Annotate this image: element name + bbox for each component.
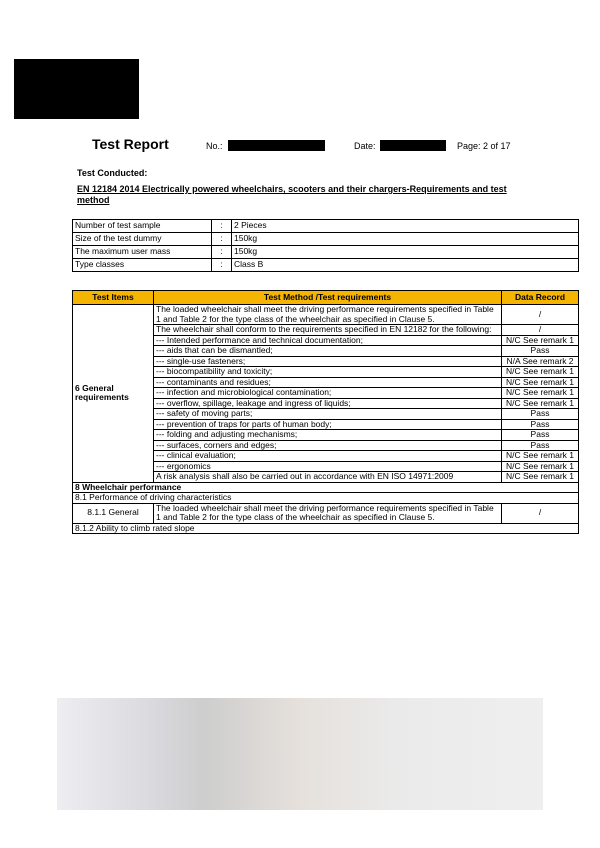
report-number-redacted: [228, 140, 325, 151]
report-title: Test Report: [92, 136, 169, 152]
subsection-8-1: 8.1 Performance of driving characteristics: [73, 493, 579, 504]
table-header-row: [73, 291, 579, 305]
test-results-table: [72, 290, 579, 534]
info-row: [73, 259, 579, 272]
section-row: [73, 482, 579, 493]
method-cell: The loaded wheelchair shall meet the driving performance requirements specified in Table 1 and Table 2 for the type class of the wheelchair as specified in Clause 5.: [154, 503, 502, 523]
report-number-label: No.:: [206, 141, 223, 151]
record-cell: N/C See remark 1: [502, 388, 579, 399]
date-redacted: [380, 140, 446, 151]
report-header: [0, 138, 600, 154]
method-cell: --- Intended performance and technical documentation;: [154, 335, 502, 346]
info-value: 2 Pieces: [232, 220, 579, 233]
method-cell: --- overflow, spillage, leakage and ingress of liquids;: [154, 398, 502, 409]
subsection-row: [73, 523, 579, 534]
info-value: 150kg: [232, 233, 579, 246]
info-row: [73, 246, 579, 259]
record-cell: Pass: [502, 440, 579, 451]
subsection-8-1-2: 8.1.2 Ability to climb rated slope: [73, 523, 579, 534]
sample-info-table: [72, 219, 579, 272]
method-cell: A risk analysis shall also be carried out in accordance with EN ISO 14971:2009: [154, 472, 502, 483]
info-value: Class B: [232, 259, 579, 272]
record-cell: N/C See remark 1: [502, 398, 579, 409]
info-key: Type classes: [73, 259, 212, 272]
info-key: Size of the test dummy: [73, 233, 212, 246]
method-cell: --- ergonomics: [154, 461, 502, 472]
method-cell: --- contaminants and residues;: [154, 377, 502, 388]
record-cell: N/C See remark 1: [502, 335, 579, 346]
info-sep: :: [212, 246, 232, 259]
record-cell: N/C See remark 1: [502, 367, 579, 378]
method-cell: --- clinical evaluation;: [154, 451, 502, 462]
method-cell: --- infection and microbiological contamination;: [154, 388, 502, 399]
info-key: Number of test sample: [73, 220, 212, 233]
record-cell: /: [502, 305, 579, 325]
col-header-test-method: Test Method /Test requirements: [154, 291, 502, 305]
standard-title: EN 12184 2014 Electrically powered wheelchairs, scooters and their chargers-Requirements and test method: [77, 184, 507, 205]
page-number: Page: 2 of 17: [457, 141, 511, 151]
col-header-data-record: Data Record: [502, 291, 579, 305]
method-cell: --- aids that can be dismantled;: [154, 346, 502, 357]
method-cell: --- folding and adjusting mechanisms;: [154, 430, 502, 441]
method-cell: --- safety of moving parts;: [154, 409, 502, 420]
record-cell: N/C See remark 1: [502, 451, 579, 462]
record-cell: Pass: [502, 409, 579, 420]
record-cell: N/C See remark 1: [502, 472, 579, 483]
blurred-region: [57, 698, 543, 810]
col-header-test-items: Test Items: [73, 291, 154, 305]
method-cell: --- prevention of traps for parts of human body;: [154, 419, 502, 430]
record-cell: /: [502, 503, 579, 523]
section-6-label: 6 General requirements: [73, 305, 154, 483]
method-cell: --- surfaces, corners and edges;: [154, 440, 502, 451]
info-sep: :: [212, 259, 232, 272]
item-8-1-1: 8.1.1 General: [73, 503, 154, 523]
method-cell: The wheelchair shall conform to the requirements specified in EN 12182 for the following:: [154, 325, 502, 336]
record-cell: Pass: [502, 346, 579, 357]
info-row: [73, 220, 579, 233]
section-8-label: 8 Wheelchair performance: [73, 482, 579, 493]
record-cell: Pass: [502, 419, 579, 430]
method-cell: --- biocompatibility and toxicity;: [154, 367, 502, 378]
table-row: [73, 305, 579, 325]
method-cell: --- single-use fasteners;: [154, 356, 502, 367]
subsection-row: [73, 493, 579, 504]
record-cell: /: [502, 325, 579, 336]
info-key: The maximum user mass: [73, 246, 212, 259]
test-conducted-label: Test Conducted:: [77, 168, 148, 178]
table-row: [73, 503, 579, 523]
record-cell: Pass: [502, 430, 579, 441]
record-cell: N/C See remark 1: [502, 377, 579, 388]
info-value: 150kg: [232, 246, 579, 259]
info-sep: :: [212, 220, 232, 233]
info-row: [73, 233, 579, 246]
info-sep: :: [212, 233, 232, 246]
date-label: Date:: [354, 141, 376, 151]
method-cell: The loaded wheelchair shall meet the driving performance requirements specified in Table 1 and Table 2 for the type class of the wheelchair as specified in Clause 5.: [154, 305, 502, 325]
record-cell: N/A See remark 2: [502, 356, 579, 367]
company-logo-redacted: [14, 59, 139, 119]
record-cell: N/C See remark 1: [502, 461, 579, 472]
